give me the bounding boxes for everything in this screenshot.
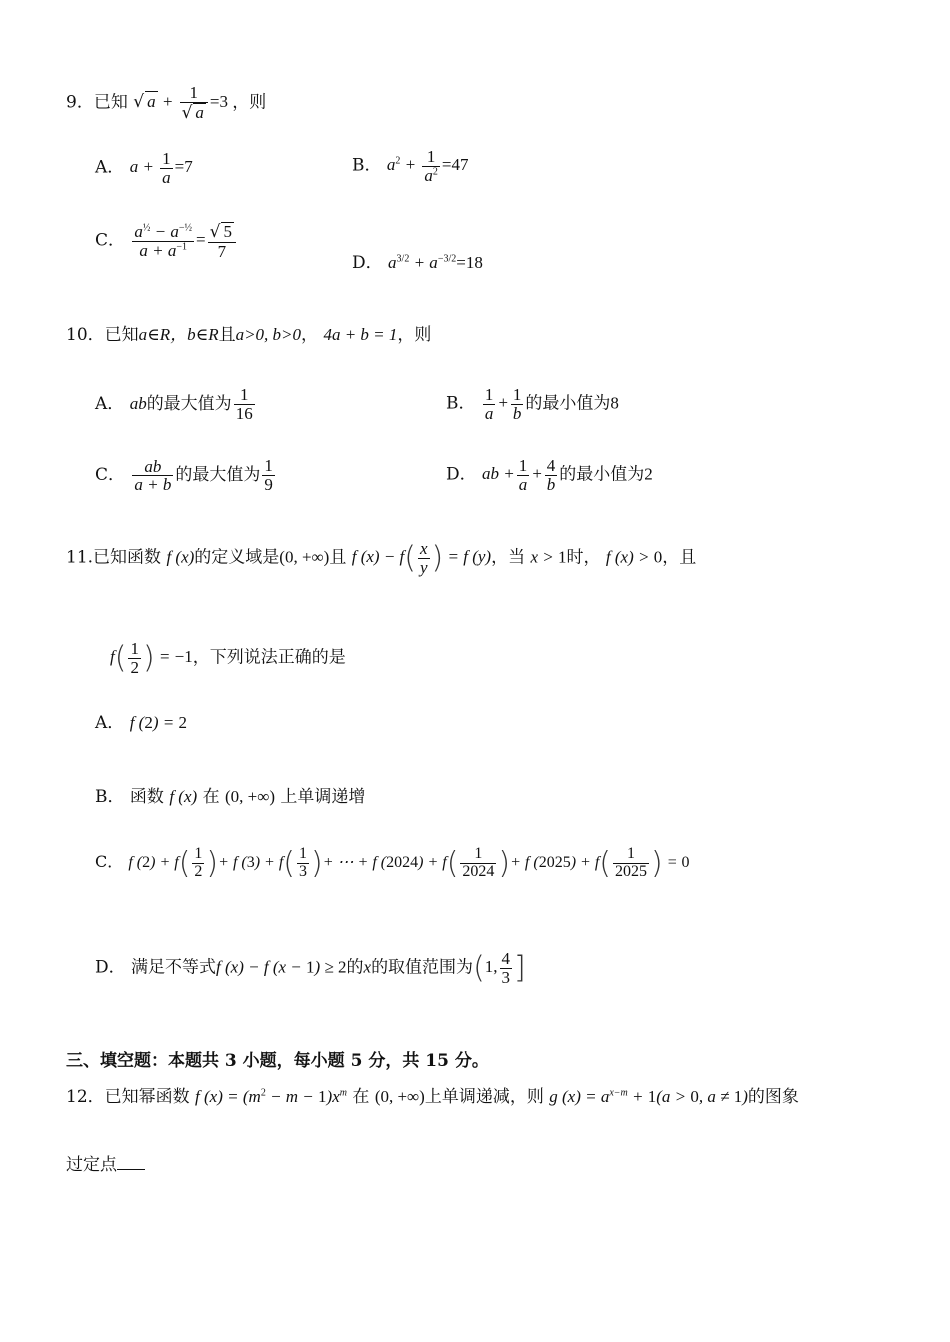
q10-b-value: 8	[610, 393, 619, 413]
q11-option-c[interactable]: C． f (2) + f( $\frac{1}{2}$ )+ f (3) + f( $\frac{1}{3}$ )+ ⋯ + f (2024) + f( $\frac{1}{2024}$ )+ f (2025) + f( $\frac{1}{2025}$ ) = 0	[95, 845, 690, 881]
q10-d-value: 2	[644, 464, 653, 484]
q9-d-label: D．	[352, 253, 383, 273]
q10-c-text: 的最大值为	[175, 464, 261, 485]
q10-d-label: D．	[446, 464, 477, 485]
q9-option-c[interactable]	[95, 222, 238, 261]
q10-b-text: 的最小值为	[525, 393, 611, 414]
q10-a-text: 的最大值为	[146, 393, 232, 414]
q10-and: 且	[218, 325, 236, 345]
q11-d-mid: 的	[346, 957, 364, 978]
q11-option-b[interactable]: B． 函数 f (x) 在 (0, +∞) 上单调递增	[95, 787, 366, 807]
q10-d-text: 的最小值为	[559, 464, 645, 485]
q11-b-post: 上单调递增	[280, 787, 366, 807]
q10-stem-post: ，则	[397, 325, 432, 345]
q11-domain-text: 的定义域是	[194, 547, 280, 568]
q11-b-interval: (0, +∞)	[224, 787, 275, 806]
q11-b-pre: 函数	[129, 787, 164, 807]
q9-option-a[interactable]	[95, 150, 193, 187]
q10-b-label: B．	[446, 393, 476, 414]
q9-option-b[interactable]	[352, 148, 468, 185]
q11-c-label: C．	[95, 852, 124, 872]
q12-tail: 的图象	[747, 1087, 799, 1107]
q11-comma-and: ，且	[662, 547, 697, 568]
q10-stem: 10．已知a∈R，b∈R且a>0, b>0， 4a + b = 1，则	[66, 325, 432, 345]
q9-number: 9．	[66, 92, 94, 113]
q10-option-c[interactable]: C． $\frac{ab}{a + b}$ 的最大值为 $\frac{1}{9}$	[95, 456, 273, 495]
q10-stem-pre: 已知	[104, 325, 139, 345]
q12-interval: (0, +∞)	[374, 1087, 425, 1106]
q12-line2-text: 过定点	[66, 1155, 117, 1175]
q11-d-pre: 满足不等式	[131, 957, 217, 978]
q12-number: 12．	[66, 1087, 105, 1107]
q10-a-label: A．	[95, 393, 125, 414]
section-heading: 三、填空题：本题共 3 小题，每小题 5 分，共 15 分。	[66, 1051, 489, 1071]
q11-d-label: D．	[95, 957, 126, 978]
q10-number: 10．	[66, 325, 105, 345]
q9-condition: √ a + $\frac{1}{√ a}$ =3	[133, 83, 228, 123]
q9-stem-post: ，则	[232, 92, 267, 113]
answer-blank[interactable]	[117, 1153, 145, 1170]
q11-when: ，当	[491, 547, 526, 568]
q10-cond2: a>0, b>0	[235, 325, 302, 344]
q11-given: f( $\frac{1}{2}$ ) = −1，下列说法正确的是	[110, 639, 346, 677]
q10-cond1: a∈R，b∈R	[138, 325, 219, 344]
q10-option-d[interactable]: D． ab + $\frac{1}{a}$ + $\frac{4}{b}$ 的最小值为2	[446, 456, 653, 494]
q9-b-expr: $a^2$ + $\frac{1}{a^2}$ =47	[386, 147, 469, 185]
q9-c-label: C．	[95, 230, 126, 251]
q12-mid2: 上单调递减，则	[424, 1087, 544, 1107]
q12-stem: 12．已知幂函数 f $(x) = (m^2 - m - 1)x^m$ 在 (0, +∞)上单调递减，则 g $(x) = a^{x-m} + 1(a > 0$, a ≠ 1)的图象	[66, 1087, 799, 1107]
q9-b-label: B．	[352, 155, 382, 176]
q12-line2	[66, 1150, 145, 1175]
q12-stem-pre: 已知幂函数	[104, 1087, 190, 1107]
q11-number: 11.	[66, 547, 94, 568]
q9-stem-pre: 已知	[93, 92, 128, 113]
q11-d-post: 的取值范围为	[371, 957, 474, 978]
q12-mid1: 在	[352, 1087, 370, 1107]
q11-domain: (0, +∞)	[279, 547, 330, 567]
q10-option-b[interactable]: B． $\frac{1}{a}$ + $\frac{1}{b}$ 的最小值为8	[446, 385, 619, 423]
q11-cond-tail: ，下列说法正确的是	[192, 647, 346, 668]
q9-option-d[interactable]	[352, 248, 483, 273]
q11-option-d[interactable]: D． 满足不等式f (x) − f (x − 1) ≥ 2的x的取值范围为(1, $\frac{4}{3}$ ]	[95, 949, 526, 987]
q9-c-expr: $\frac{a^{\frac{1}{2}} - a^{-\frac{1}{2}}}{a + a^{-1}}$ = $\frac{√ 5}{7}$	[130, 230, 238, 249]
q11-time: 时，	[566, 547, 601, 568]
q11-a-label: A．	[95, 713, 125, 733]
q11-stem-pre: 已知函数	[93, 547, 162, 568]
q11-and: 且	[329, 547, 347, 568]
q11-b-mid: 在	[202, 787, 220, 807]
q10-cond3: 4a + b = 1	[323, 325, 398, 344]
q10-option-a[interactable]: A． ab的最大值为 $\frac{1}{16}$	[95, 385, 253, 423]
q11-option-a[interactable]: A． f (2) = 2	[95, 713, 187, 733]
q11-b-label: B．	[95, 787, 125, 807]
q11-stem: 11.已知函数 f (x)的定义域是(0, +∞)且 f (x) − f( $\frac{x}{y}$ ) = f (y)，当 x > 1时， f (x) > 0，且	[66, 539, 697, 577]
q10-c-label: C．	[95, 464, 126, 485]
q9-d-expr: $a^{3/2} + a^{-3/2}=18$	[388, 253, 483, 272]
q9-stem	[66, 84, 266, 123]
q9-a-expr: a + $\frac{1}{a}$ =7	[129, 149, 193, 187]
q9-a-label: A．	[95, 157, 125, 178]
